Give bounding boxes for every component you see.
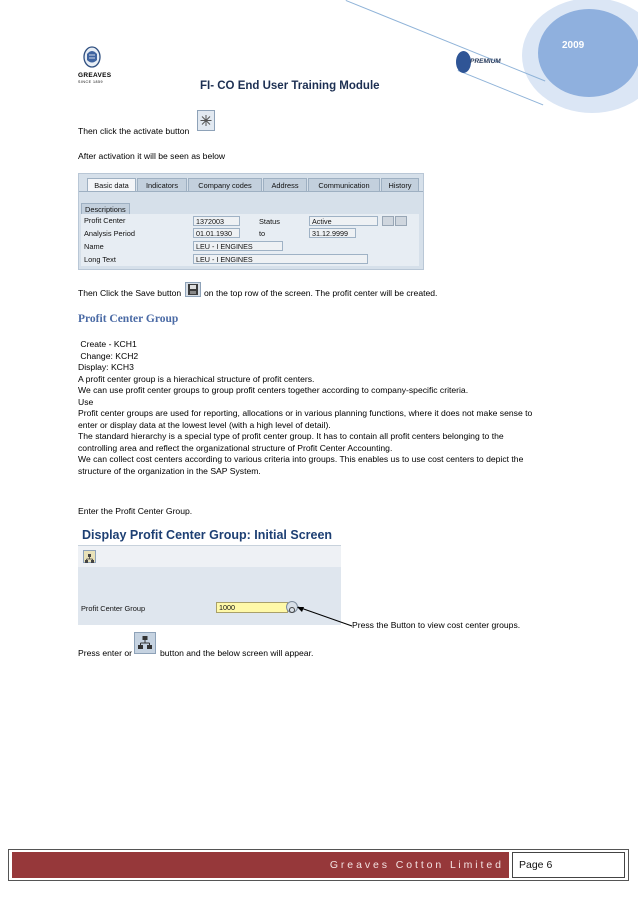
hierarchy-button[interactable] [83, 550, 96, 563]
footer-page-box [512, 852, 625, 878]
hierarchy-enter-button[interactable] [134, 632, 156, 654]
body-line: A profit center group is a hierachical structure of profit centers. [78, 373, 315, 384]
premium-text: PREMIUM [469, 58, 502, 65]
tab-basic-data[interactable]: Basic data [87, 178, 136, 192]
to-label: to [259, 229, 266, 238]
save-instruction-a: Then Click the Save button [78, 288, 182, 298]
status-action-button-2[interactable] [395, 216, 407, 226]
profit-center-group-field[interactable]: 1000 [216, 602, 288, 613]
analysis-period-label: Analysis Period [84, 229, 135, 238]
enter-group-instruction: Enter the Profit Center Group. [78, 506, 193, 516]
body-line: structure of the organization in the SAP System. [78, 465, 261, 476]
tab-strip-divider [79, 191, 423, 192]
logo-since: SINCE 1859 [78, 80, 103, 84]
activate-instruction: Then click the activate button [78, 126, 190, 136]
callout-arrow [296, 604, 356, 628]
analysis-to-field: 31.12.9999 [309, 228, 356, 238]
profit-center-group-label: Profit Center Group [81, 604, 146, 613]
name-label: Name [84, 242, 104, 251]
hierarchy-icon [135, 633, 155, 653]
press-enter-b: button and the below screen will appear. [160, 648, 314, 658]
press-button-caption: Press the Button to view cost center groups. [352, 620, 521, 630]
premium-badge [456, 51, 502, 73]
press-enter-a: Press enter or [78, 648, 132, 658]
footer-company: G r e a v e s C o t t o n L i m i t e d [329, 859, 501, 871]
long-text-label: Long Text [84, 255, 116, 264]
body-line: We can collect cost centers according to various criteria into groups. This enables us to use cost centers to depict the [78, 454, 524, 464]
body-line: Create - KCH1 [78, 339, 137, 349]
status-action-button-1[interactable] [382, 216, 394, 226]
sap-toolbar [78, 545, 341, 568]
hierarchy-icon [84, 553, 95, 564]
analysis-from-field: 01.01.1930 [193, 228, 240, 238]
sap-screen-title: Display Profit Center Group: Initial Screen [82, 528, 333, 542]
page-title: FI- CO End User Training Module [200, 80, 380, 92]
tab-communication[interactable]: Communication [308, 178, 380, 192]
activate-button[interactable] [197, 110, 215, 131]
tab-history[interactable]: History [381, 178, 419, 192]
tab-company-codes[interactable]: Company codes [188, 178, 262, 192]
body-line: Profit center groups are used for reporting, allocations or in various planning functions, where it does not make sense to [78, 408, 533, 418]
body-line: Display: KCH3 [78, 362, 134, 372]
long-text-field: LEU - I ENGINES [193, 254, 368, 264]
section-title: Profit Center Group [78, 313, 179, 325]
year-text: 2009 [562, 40, 585, 51]
save-button[interactable] [185, 282, 201, 297]
profit-center-screen [78, 173, 424, 270]
save-instruction-b: on the top row of the screen. The profit center will be created. [204, 288, 438, 298]
after-activation-text: After activation it will be seen as below [78, 151, 226, 161]
body-line: We can use profit center groups to group profit centers together according to company-specific criteria. [78, 385, 469, 395]
profit-center-field: 1372003 [193, 216, 240, 226]
year-circle [538, 9, 638, 97]
status-label: Status [259, 217, 280, 226]
body-line: Use [78, 396, 94, 407]
tab-address[interactable]: Address [263, 178, 307, 192]
body-line: enter or display data at the lowest level (with a high level of detail). [78, 419, 331, 430]
status-field: Active [309, 216, 378, 226]
body-line: Change: KCH2 [78, 350, 139, 361]
page-number: Page 6 [519, 859, 553, 871]
logo-text: GREAVES [78, 72, 112, 79]
profit-center-label: Profit Center [84, 216, 126, 225]
name-field: LEU - I ENGINES [193, 241, 283, 251]
decor-line-top [346, 0, 546, 81]
logo-emblem-icon [76, 46, 108, 72]
descriptions-group-title: Descriptions [81, 203, 130, 216]
body-line: controlling area and reflect the organizational structure of Profit Center Accounting. [78, 442, 393, 453]
company-logo [76, 46, 112, 90]
body-paragraph [78, 339, 558, 477]
activate-icon [198, 111, 214, 130]
save-disk-icon [186, 283, 200, 296]
footer-company-bar [12, 852, 509, 878]
body-line: The standard hierarchy is a special type of profit center group. It has to contain all profit centers belonging to the [78, 431, 504, 441]
tab-indicators[interactable]: Indicators [137, 178, 187, 192]
